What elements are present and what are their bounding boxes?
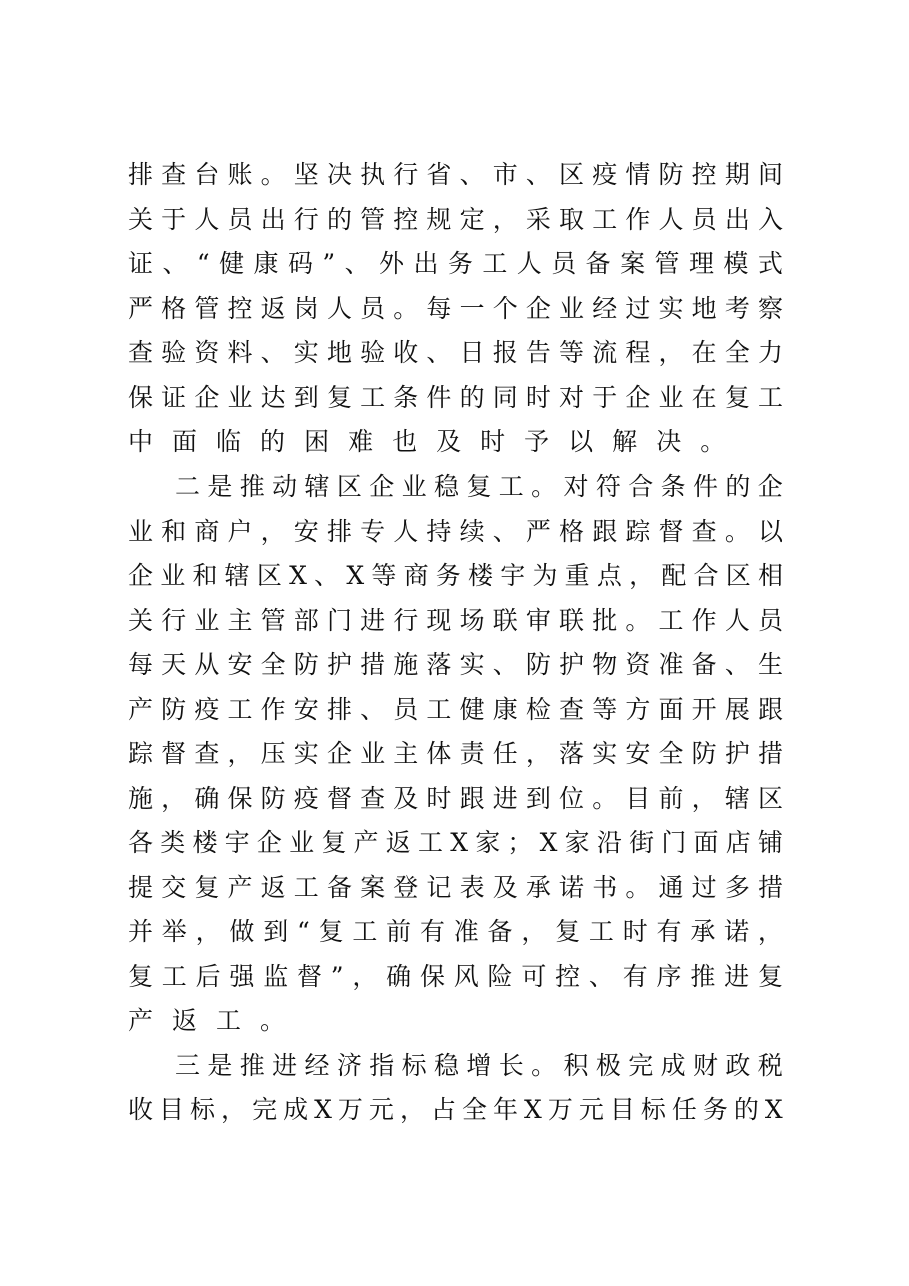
text-line: 踪 督 查 ， 压 实 企 业 主 体 责 任 ， 落 实 安 全 防 护 措 — [128, 739, 783, 768]
text-line: 提 交 复 产 返 工 备 案 登 记 表 及 承 诺 书 。 通 过 多 措 — [128, 873, 783, 902]
text-line: 关 于 人 员 出 行 的 管 控 规 定 ， 采 取 工 作 人 员 出 入 — [128, 205, 783, 234]
text-line: 每 天 从 安 全 防 护 措 施 落 实 、 防 护 物 资 准 备 、 生 — [128, 650, 783, 679]
text-line: 排 查 台 账 。 坚 决 执 行 省 、 市 、 区 疫 情 防 控 期 间 — [128, 160, 783, 189]
text-line: 业 和 商 户 ， 安 排 专 人 持 续 、 严 格 跟 踪 督 查 。 以 — [128, 517, 783, 546]
paragraph-first-line: 二 是 推 动 辖 区 企 业 稳 复 工 。 对 符 合 条 件 的 企 — [175, 472, 783, 501]
text-line: 各 类 楼 宇 企 业 复 产 返 工 X 家 ； X 家 沿 街 门 面 店 铺 — [128, 828, 783, 857]
text-line: 中 面 临 的 困 难 也 及 时 予 以 解 决 。 — [128, 427, 726, 456]
text-line: 证 、 “ 健 康 码 ” 、 外 出 务 工 人 员 备 案 管 理 模 式 — [128, 249, 783, 278]
text-line: 复 工 后 强 监 督 ” ， 确 保 风 险 可 控 、 有 序 推 进 复 — [128, 962, 783, 991]
text-line: 产 返 工 。 — [128, 1006, 286, 1035]
text-line: 企 业 和 辖 区 X 、 X 等 商 务 楼 宇 为 重 点 ， 配 合 区 相 — [128, 561, 783, 590]
text-line: 并 举 ， 做 到 “ 复 工 前 有 准 备 ， 复 工 时 有 承 诺 ， — [128, 917, 783, 946]
text-line: 保 证 企 业 达 到 复 工 条 件 的 同 时 对 于 企 业 在 复 工 — [128, 383, 783, 412]
paragraph-first-line: 三 是 推 进 经 济 指 标 稳 增 长 。 积 极 完 成 财 政 税 — [175, 1051, 783, 1080]
text-line: 严 格 管 控 返 岗 人 员 。 每 一 个 企 业 经 过 实 地 考 察 — [128, 294, 783, 323]
text-line: 收 目 标 ， 完 成 X 万 元 ， 占 全 年 X 万 元 目 标 任 务 的 X — [128, 1095, 783, 1124]
text-line: 关 行 业 主 管 部 门 进 行 现 场 联 审 联 批 。 工 作 人 员 — [128, 606, 783, 635]
text-line: 产 防 疫 工 作 安 排 、 员 工 健 康 检 查 等 方 面 开 展 跟 — [128, 695, 783, 724]
text-line: 查 验 资 料 、 实 地 验 收 、 日 报 告 等 流 程 ， 在 全 力 — [128, 338, 783, 367]
text-line: 施 ， 确 保 防 疫 督 查 及 时 跟 进 到 位 。 目 前 ， 辖 区 — [128, 784, 783, 813]
